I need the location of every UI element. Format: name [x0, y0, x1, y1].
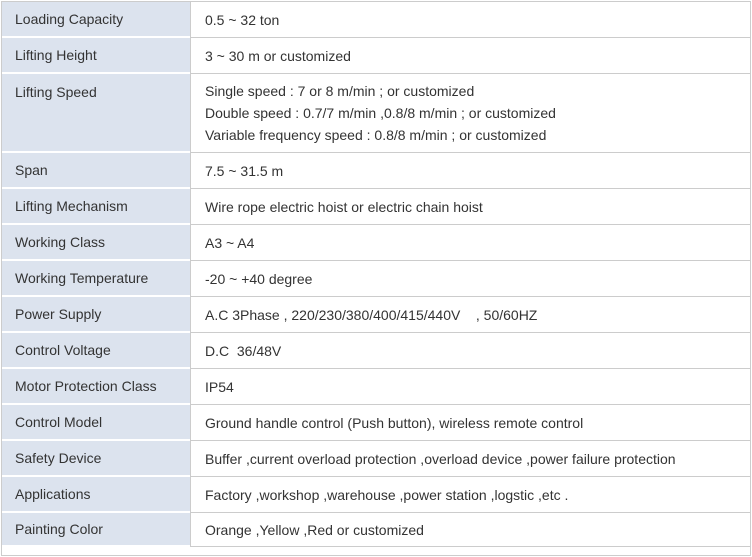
table-row	[2, 2, 750, 38]
spec-value-text: D.C 36/48V	[205, 342, 282, 359]
spec-value	[190, 513, 750, 547]
spec-value-text: Orange ,Yellow ,Red or customized	[205, 521, 424, 538]
spec-value	[190, 38, 750, 74]
table-row	[2, 513, 750, 547]
table-row	[2, 369, 750, 405]
spec-value	[190, 153, 750, 189]
spec-value	[190, 74, 750, 153]
spec-value	[190, 405, 750, 441]
spec-value-text: 3 ~ 30 m or customized	[205, 47, 351, 64]
table-row	[2, 297, 750, 333]
spec-value-text: Buffer ,current overload protection ,overload device ,power failure protection	[205, 450, 676, 467]
table-row	[2, 441, 750, 477]
spec-value	[190, 441, 750, 477]
spec-value	[190, 225, 750, 261]
spec-value-text: Variable frequency speed : 0.8/8 m/min ; or customized	[205, 127, 547, 143]
spec-label: Lifting Mechanism	[2, 189, 190, 225]
spec-label: Span	[2, 153, 190, 189]
spec-label: Working Temperature	[2, 261, 190, 297]
spec-label: Control Voltage	[2, 333, 190, 369]
spec-value	[190, 369, 750, 405]
table-row	[2, 38, 750, 74]
spec-value-text: 0.5 ~ 32 ton	[205, 11, 280, 28]
spec-value-text: Single speed : 7 or 8 m/min ; or customized	[205, 83, 475, 99]
spec-value-text: Factory ,workshop ,warehouse ,power station ,logstic ,etc .	[205, 486, 569, 503]
spec-value	[190, 261, 750, 297]
spec-label: Working Class	[2, 225, 190, 261]
spec-label: Lifting Speed	[2, 74, 190, 153]
spec-label: Applications	[2, 477, 190, 513]
spec-label: Painting Color	[2, 513, 190, 547]
table-row	[2, 153, 750, 189]
table-row	[2, 74, 750, 153]
table-row	[2, 405, 750, 441]
table-row	[2, 225, 750, 261]
table-row	[2, 333, 750, 369]
spec-value-text: Double speed : 0.7/7 m/min ,0.8/8 m/min ; or customized	[205, 105, 556, 121]
spec-label: Motor Protection Class	[2, 369, 190, 405]
spec-label: Safety Device	[2, 441, 190, 477]
spec-value-text: 7.5 ~ 31.5 m	[205, 162, 284, 179]
spec-label: Control Model	[2, 405, 190, 441]
spec-value	[190, 189, 750, 225]
spec-value	[190, 333, 750, 369]
table-row	[2, 189, 750, 225]
product-specification-table	[1, 1, 751, 556]
spec-value	[190, 2, 750, 38]
table-row	[2, 477, 750, 513]
spec-label: Lifting Height	[2, 38, 190, 74]
spec-value-text: A3 ~ A4	[205, 234, 255, 251]
spec-label: Loading Capacity	[2, 2, 190, 38]
spec-value	[190, 477, 750, 513]
spec-value-text: Wire rope electric hoist or electric chain hoist	[205, 198, 483, 215]
spec-value-text: A.C 3Phase , 220/230/380/400/415/440V , 50/60HZ	[205, 306, 538, 323]
spec-value-text: IP54	[205, 378, 234, 395]
spec-value	[190, 297, 750, 333]
spec-value-text: Ground handle control (Push button), wireless remote control	[205, 414, 584, 431]
table-row	[2, 261, 750, 297]
spec-label: Power Supply	[2, 297, 190, 333]
spec-value-text: -20 ~ +40 degree	[205, 270, 313, 287]
